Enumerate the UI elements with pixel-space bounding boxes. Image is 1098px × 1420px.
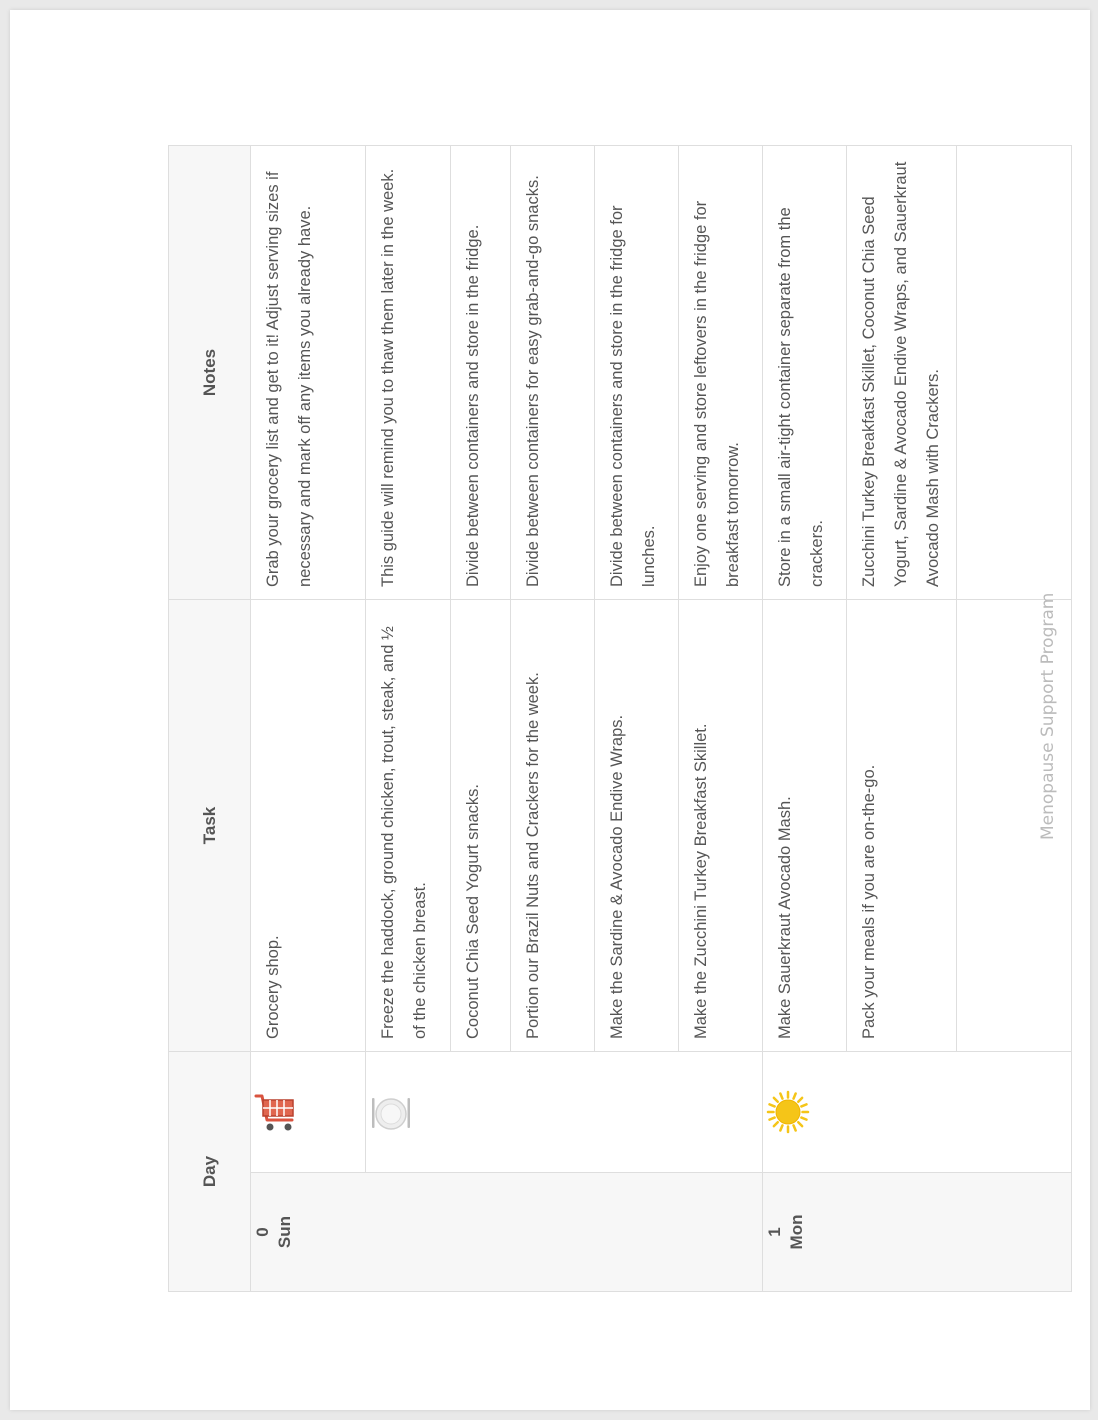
shopping-cart-icon [252, 1088, 300, 1136]
header-task: Task [169, 600, 251, 1052]
sun-icon [764, 1088, 812, 1136]
header-notes: Notes [169, 146, 251, 600]
task-cell: Portion our Brazil Nuts and Crackers for the week. [511, 600, 595, 1052]
page-sheet [10, 10, 1090, 1410]
note-cell: Divide between containers for easy grab-and-go snacks. [511, 146, 595, 600]
icon-cell [366, 1052, 763, 1173]
icon-cell [763, 1052, 1072, 1173]
note-cell: Divide between containers and store in the fridge. [451, 146, 511, 600]
day-name: Sun [275, 1215, 294, 1249]
task-cell: Pack your meals if you are on-the-go. [847, 600, 957, 1052]
note-cell: Grab your grocery list and get to it! Adjust serving sizes if necessary and mark off any items you already have. [251, 146, 366, 600]
day-name: Mon [787, 1214, 806, 1250]
task-cell: Coconut Chia Seed Yogurt snacks. [451, 600, 511, 1052]
day-number: 1 [765, 1227, 784, 1237]
task-cell: Grocery shop. [251, 600, 366, 1052]
task-cell: Make the Sardine & Avocado Endive Wraps. [595, 600, 679, 1052]
table-row [763, 146, 847, 1292]
note-cell: Store in a small air-tight container separate from the crackers. [763, 146, 847, 600]
table-row [251, 146, 366, 1292]
table-row [366, 146, 451, 1292]
table-header-row [169, 146, 251, 1292]
day-cell-mon [763, 1173, 1072, 1292]
footer-program-name: Menopause Support Program [1038, 592, 1058, 840]
plate-icon [367, 1088, 415, 1136]
rotated-content [168, 146, 958, 1292]
note-cell: This guide will remind you to thaw them later in the week. [366, 146, 451, 600]
header-day: Day [169, 1052, 251, 1292]
day-number: 0 [253, 1227, 272, 1237]
note-cell [957, 146, 1072, 600]
note-cell: Enjoy one serving and store leftovers in the fridge for breakfast tomorrow. [679, 146, 763, 600]
icon-cell [251, 1052, 366, 1173]
note-cell: Zucchini Turkey Breakfast Skillet, Coconut Chia Seed Yogurt, Sardine & Avocado Endive Wraps, and Sauerkraut Avocado Mash with Crackers. [847, 146, 957, 600]
day-cell-sun [251, 1173, 763, 1292]
note-cell: Divide between containers and store in the fridge for lunches. [595, 146, 679, 600]
task-cell: Make Sauerkraut Avocado Mash. [763, 600, 847, 1052]
task-cell: Freeze the haddock, ground chicken, trout, steak, and ½ of the chicken breast. [366, 600, 451, 1052]
prep-plan-table [168, 145, 1072, 1292]
task-cell: Make the Zucchini Turkey Breakfast Skillet. [679, 600, 763, 1052]
